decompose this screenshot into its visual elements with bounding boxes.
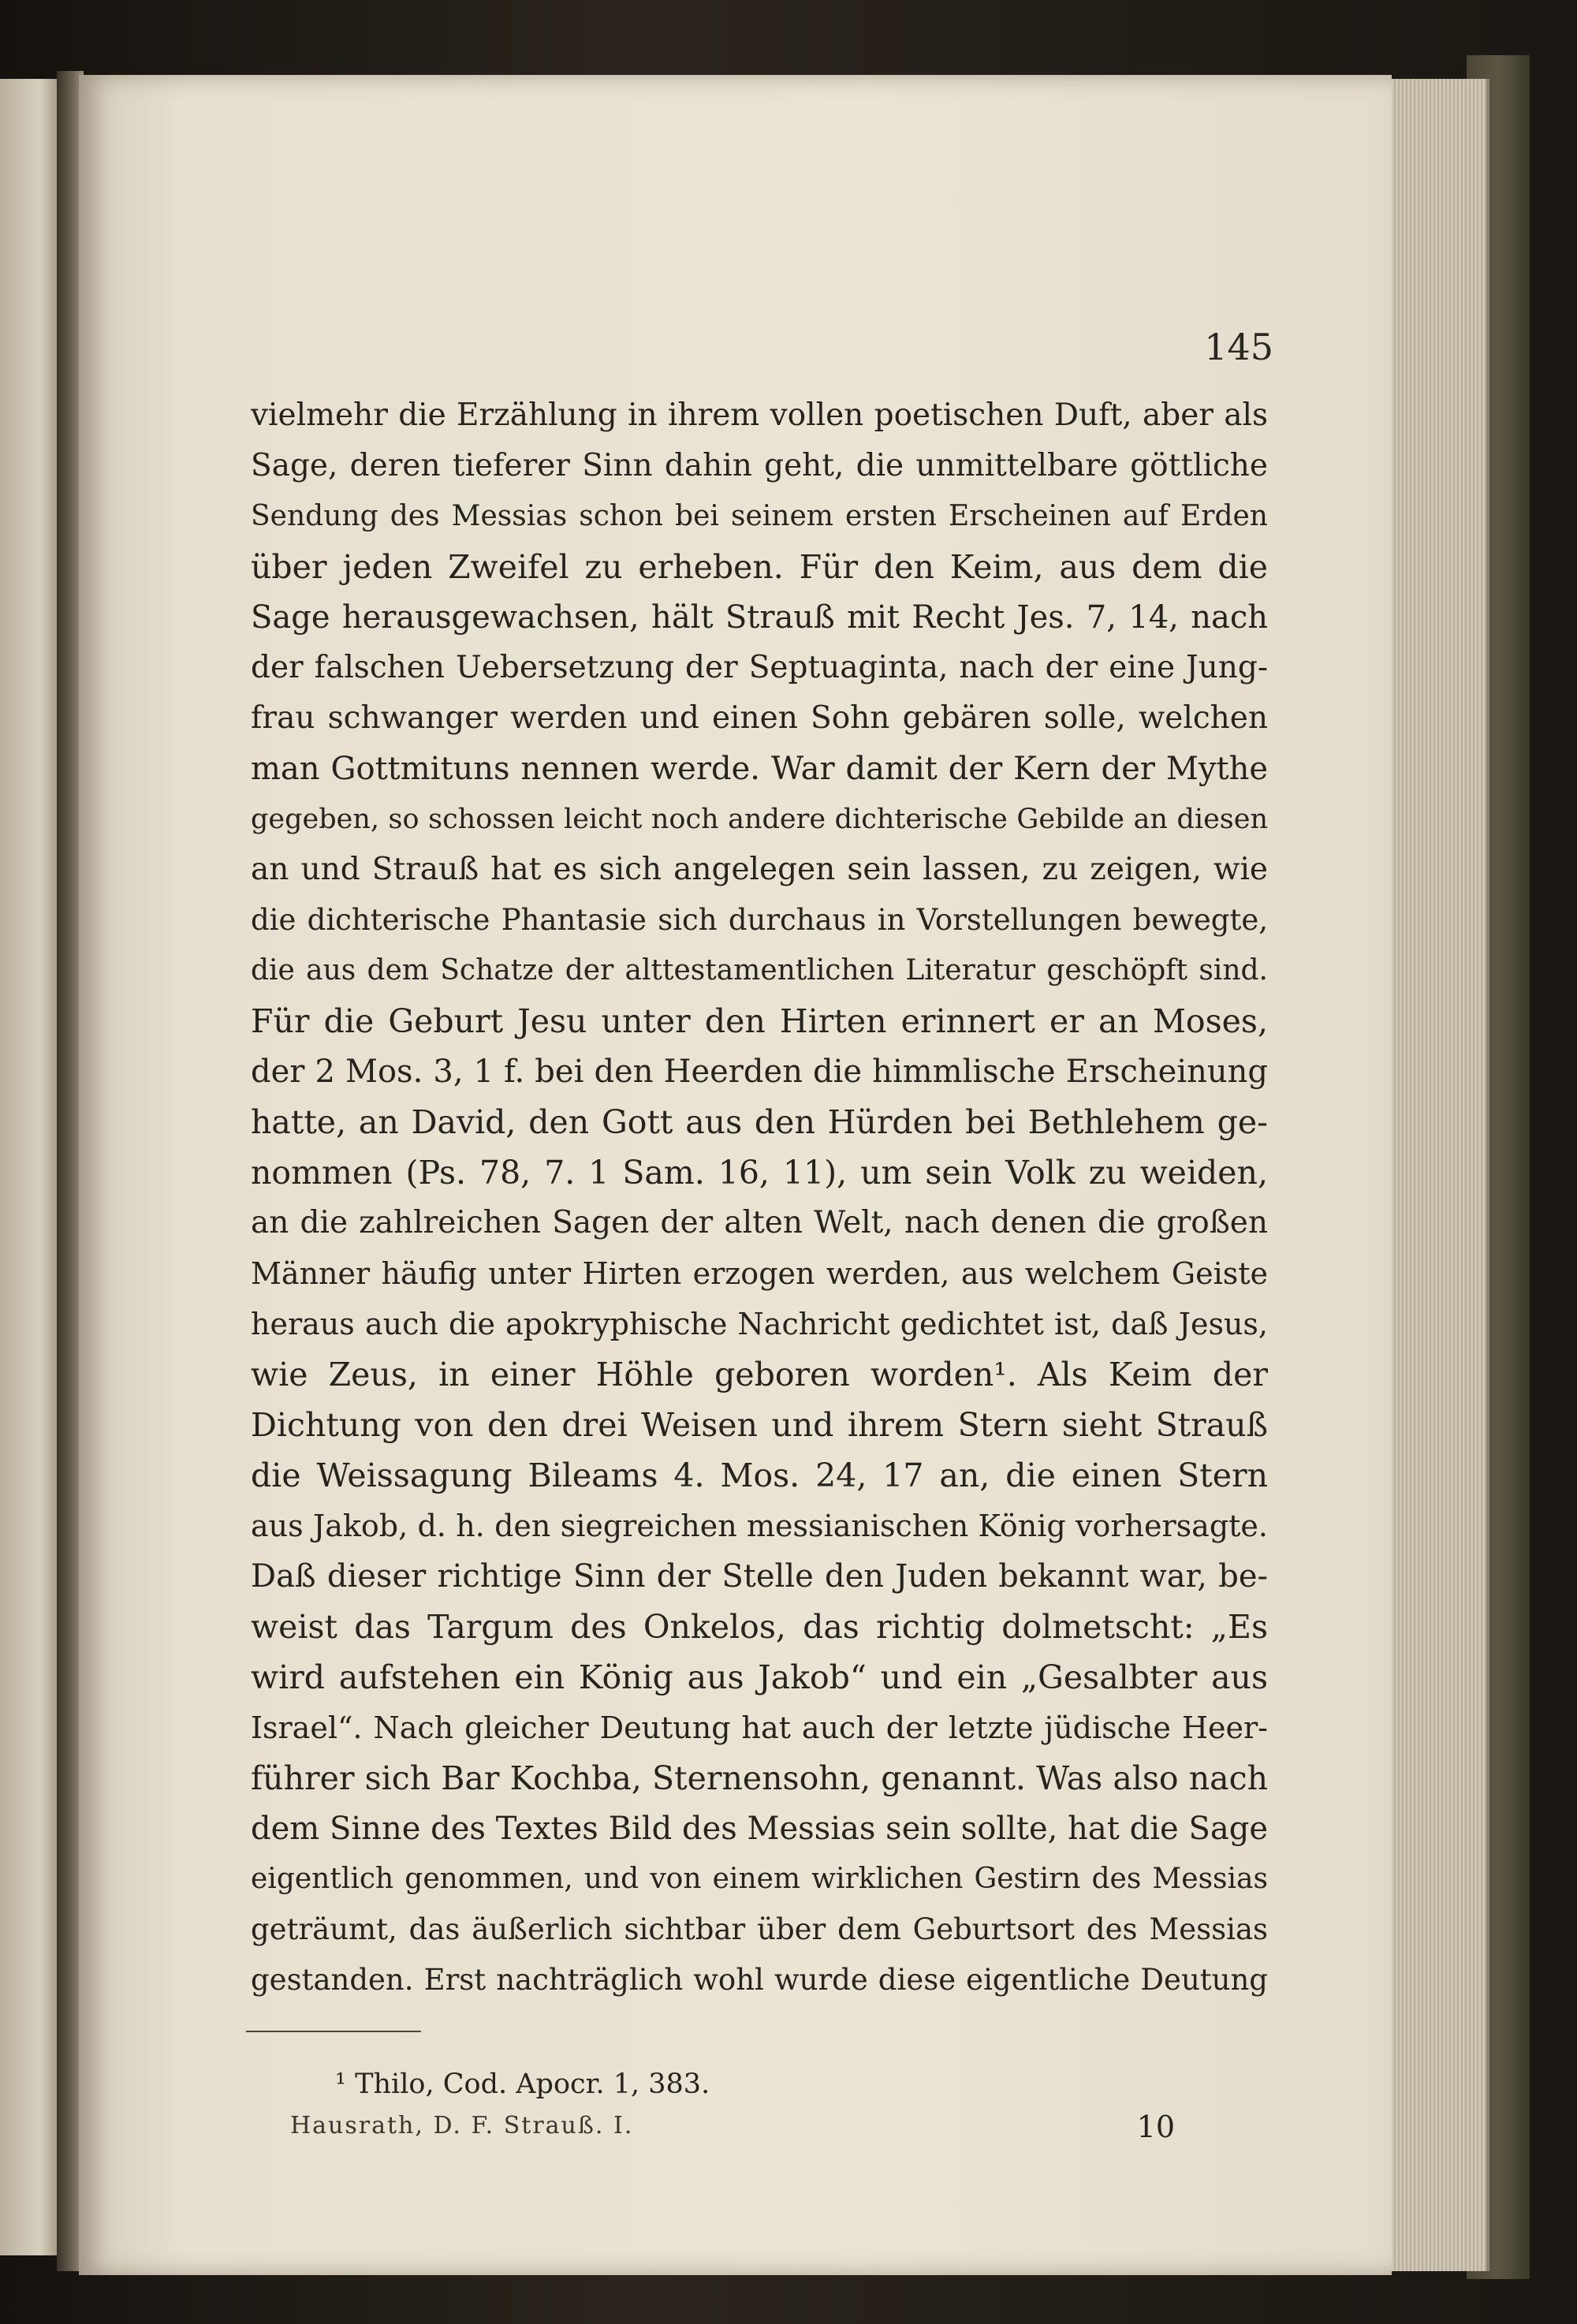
text-line: der 2 Mos. 3, 1 f. bei den Heerden die himmlische Erscheinung bbox=[251, 1054, 1268, 1090]
text-line: Daß dieser richtige Sinn der Stelle den Juden bekannt war, be- bbox=[251, 1558, 1268, 1595]
text-line: Sendung des Messias schon bei seinem ersten Erscheinen auf Erden bbox=[251, 500, 1268, 532]
text-line: Sage herausgewachsen, hält Strauß mit Recht Jes. 7, 14, nach bbox=[251, 599, 1268, 636]
text-line: an die zahlreichen Sagen der alten Welt, nach denen die großen bbox=[251, 1205, 1268, 1240]
facing-page-edge bbox=[0, 79, 59, 2255]
body-text bbox=[251, 390, 1268, 2005]
text-line: dem Sinne des Textes Bild des Messias sein sollte, hat die Sage bbox=[251, 1811, 1268, 1847]
text-line: die dichterische Phantasie sich durchaus in Vorstellungen bewegte, bbox=[251, 903, 1268, 937]
text-line: gegeben, so schossen leicht noch andere dichterische Gebilde an diesen bbox=[251, 804, 1268, 835]
text-line: Sage, deren tieferer Sinn dahin geht, die unmittelbare göttliche bbox=[251, 448, 1268, 483]
text-line: die aus dem Schatze der alttestamentlichen Literatur geschöpft sind. bbox=[251, 954, 1268, 987]
text-line: frau schwanger werden und einen Sohn gebären solle, welchen bbox=[251, 700, 1268, 736]
text-line: weist das Targum des Onkelos, das richtig dolmetscht: „Es bbox=[251, 1608, 1268, 1646]
text-line: nommen (Ps. 78, 7. 1 Sam. 16, 11), um sein Volk zu weiden, bbox=[251, 1154, 1268, 1192]
footnote-rule bbox=[246, 2031, 421, 2032]
signature-line: Hausrath, D. F. Strauß. I. bbox=[290, 2112, 634, 2139]
text-line: vielmehr die Erzählung in ihrem vollen poetischen Duft, aber als bbox=[251, 397, 1268, 433]
text-line: Israel“. Nach gleicher Deutung hat auch der letzte jüdische Heer- bbox=[251, 1710, 1268, 1745]
text-line: wie Zeus, in einer Höhle geboren worden¹. Als Keim der bbox=[251, 1356, 1268, 1393]
text-line: die Weissagung Bileams 4. Mos. 24, 17 an, die einen Stern bbox=[251, 1457, 1268, 1494]
text-line: an und Strauß hat es sich angelegen sein lassen, zu zeigen, wie bbox=[251, 852, 1268, 887]
text-line: Männer häufig unter Hirten erzogen werden, aus welchem Geiste bbox=[251, 1256, 1268, 1291]
text-line: Für die Geburt Jesu unter den Hirten erinnert er an Moses, bbox=[251, 1002, 1268, 1040]
footnote: ¹ Thilo, Cod. Apocr. 1, 383. bbox=[335, 2068, 710, 2100]
book-page bbox=[79, 75, 1392, 2275]
text-line: geträumt, das äußerlich sichtbar über dem Geburtsort des Messias bbox=[251, 1912, 1268, 1946]
text-line: heraus auch die apokryphische Nachricht gedichtet ist, daß Jesus, bbox=[251, 1307, 1268, 1341]
page-number: 145 bbox=[1204, 326, 1273, 368]
text-line: gestanden. Erst nachträglich wohl wurde diese eigentliche Deutung bbox=[251, 1963, 1268, 1997]
text-line: der falschen Uebersetzung der Septuaginta, nach der eine Jung- bbox=[251, 650, 1268, 685]
page-edges bbox=[1388, 79, 1489, 2271]
text-line: über jeden Zweifel zu erheben. Für den Keim, aus dem die bbox=[251, 548, 1268, 586]
sheet-number: 10 bbox=[1136, 2110, 1175, 2144]
text-line: hatte, an David, den Gott aus den Hürden bei Bethlehem ge- bbox=[251, 1103, 1268, 1141]
text-line: Dichtung von den drei Weisen und ihrem Stern sieht Strauß bbox=[251, 1406, 1268, 1444]
text-line: aus Jakob, d. h. den siegreichen messianischen König vorhersagte. bbox=[251, 1509, 1268, 1543]
text-line: eigentlich genommen, und von einem wirklichen Gestirn des Messias bbox=[251, 1863, 1268, 1895]
text-line: man Gottmituns nennen werde. War damit der Kern der Mythe bbox=[251, 751, 1268, 787]
text-line: wird aufstehen ein König aus Jakob“ und ein „Gesalbter aus bbox=[251, 1658, 1268, 1696]
text-line: führer sich Bar Kochba, Sternensohn, genannt. Was also nach bbox=[251, 1759, 1268, 1797]
